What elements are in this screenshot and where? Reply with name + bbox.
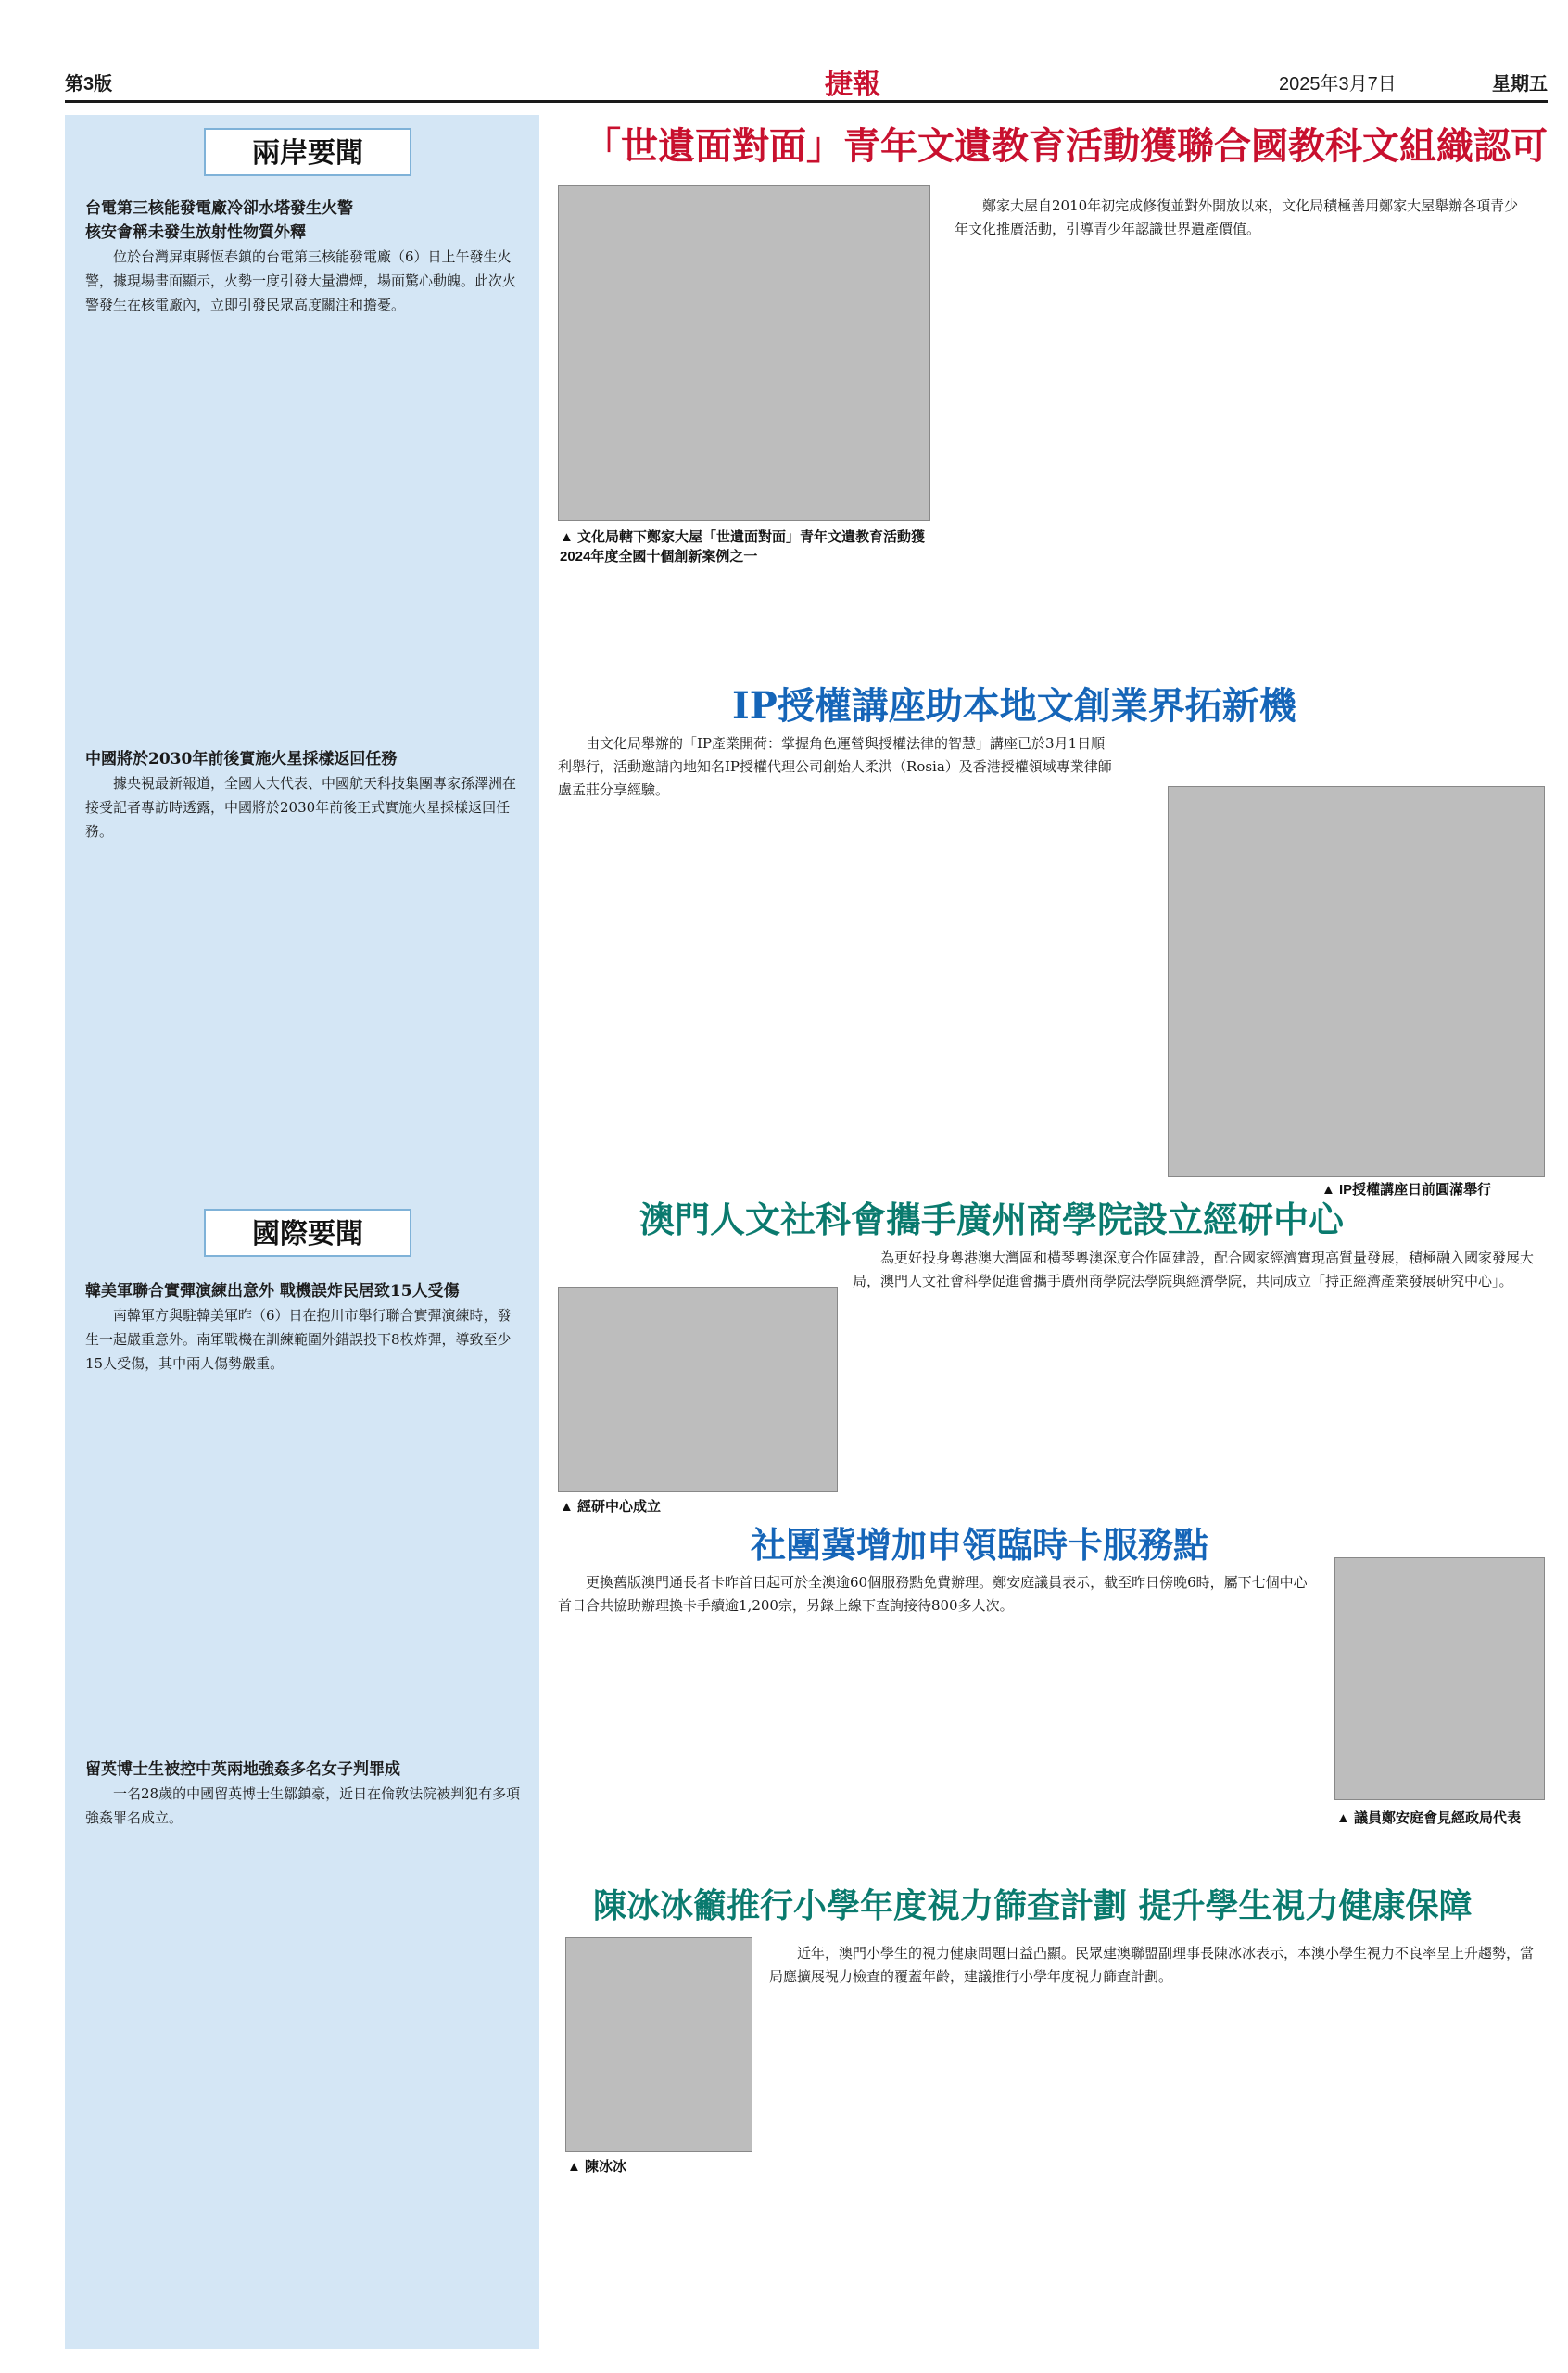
photo-research-centre: [558, 1287, 838, 1492]
article-body: 位於台灣屏東縣恆春鎮的台電第三核能發電廠（6）日上午發生火警，據現場畫面顯示，火勢一度引發大量濃煙，場面驚心動魄。此次火警發生在核電廠內，立即引發民眾高度關注和擔憂。: [85, 248, 517, 313]
article-body: 近年，澳門小學生的視力健康問題日益凸顯。民眾建澳聯盟副理事長陳冰冰表示，本澳小學生視力不良率呈上升趨勢，當局應擴展視力檢查的覆蓋年齡，建議推行小學年度視力篩查計劃。: [769, 1945, 1535, 1985]
edition-label: 第3版: [65, 74, 113, 95]
page-header: [65, 61, 1548, 103]
headline-ip-seminar: IP授權講座助本地文創業界拓新機: [732, 684, 1296, 728]
article-title: 中國將於2030年前後實施火星採樣返回任務: [85, 750, 398, 768]
headline-eye-screening: 陳冰冰籲推行小學年度視力篩查計劃 提升學生視力健康保障: [593, 1886, 1473, 1925]
photo-caption: ▲ 陳冰冰: [567, 2159, 627, 2175]
headline-heritage: 「世遺面對面」青年文遺教育活動獲聯合國教科文組織認可: [584, 124, 1548, 168]
photo-mandarin-house: [558, 185, 930, 521]
article-title: 台電第三核能發電廠冷卻水塔發生火警: [85, 199, 353, 218]
article-title: 韓美軍聯合實彈演練出意外 戰機誤炸民居致15人受傷: [85, 1282, 460, 1301]
article-subtitle: 核安會稱未發生放射性物質外釋: [85, 223, 306, 242]
photo-caption: ▲ IP授權講座日前圓滿舉行: [1321, 1182, 1492, 1198]
news-column-left: [65, 115, 539, 2349]
photo-caption: ▲ 文化局轄下鄭家大屋「世遺面對面」青年文遺教育活動獲2024年度全國十個創新案例之一: [560, 529, 926, 565]
section-title-international: 國際要聞: [204, 1209, 411, 1257]
article-body: 鄭家大屋自2010年初完成修復並對外開放以來，文化局積極善用鄭家大屋舉辦各項青少年文化推廣活動，引導青少年認識世界遺產價值。: [955, 197, 1519, 237]
headline-research-centre: 澳門人文社科會攜手廣州商學院設立經研中心: [639, 1199, 1345, 1240]
section-title-cross-strait: 兩岸要聞: [204, 128, 411, 176]
photo-caption: ▲ 經研中心成立: [560, 1499, 662, 1515]
news-column-right: [556, 111, 1548, 2349]
photo-seminar: [1168, 786, 1545, 1177]
photo-portrait: [565, 1937, 752, 2152]
article-body: 一名28歲的中國留英博士生鄒鎮豪，近日在倫敦法院被判犯有多項強姦罪名成立。: [85, 1785, 521, 1826]
article-body: 由文化局舉辦的「IP產業開荷：掌握角色運營與授權法律的智慧」講座已於3月1日順利舉行，活動邀請內地知名IP授權代理公司創始人柔洪（Rosia）及香港授權領域專業律師盧孟莊分享經驗。: [558, 735, 1112, 798]
headline-temp-card: 社團冀增加申領臨時卡服務點: [751, 1524, 1209, 1566]
article-title: 留英博士生被控中英兩地強姦多名女子判罪成: [85, 1760, 400, 1779]
article-body: 為更好投身粵港澳大灣區和橫琴粵澳深度合作區建設，配合國家經濟實現高質量發展，積極融入國家發展大局，澳門人文社會科學促進會攜手廣州商學院法學院與經濟學院，共同成立「持正經濟產業發展研究中心」。: [853, 1250, 1535, 1289]
issue-date: 2025年3月7日: [1279, 74, 1397, 95]
photo-service-point: [1334, 1557, 1545, 1800]
article-body: 據央視最新報道，全國人大代表、中國航天科技集團專家孫澤洲在接受記者專訪時透露，中國將於2030年前後正式實施火星採樣返回任務。: [85, 775, 517, 840]
masthead-logo: 捷報: [825, 69, 880, 101]
photo-caption: ▲ 議員鄭安庭會見經政局代表: [1336, 1810, 1522, 1826]
article-body: 更換舊版澳門通長者卡昨首日起可於全澳逾60個服務點免費辦理。鄭安庭議員表示，截至昨日傍晚6時，屬下七個中心首日合共協助辦理換卡手續逾1,200宗，另錄上線下查詢接待800多人次。: [558, 1574, 1308, 1614]
article-body: 南韓軍方與駐韓美軍昨（6）日在抱川市舉行聯合實彈演練時，發生一起嚴重意外。南軍戰機在訓練範圍外錯誤投下8枚炸彈，導致至少15人受傷，其中兩人傷勢嚴重。: [85, 1307, 512, 1372]
issue-weekday: 星期五: [1492, 74, 1548, 95]
